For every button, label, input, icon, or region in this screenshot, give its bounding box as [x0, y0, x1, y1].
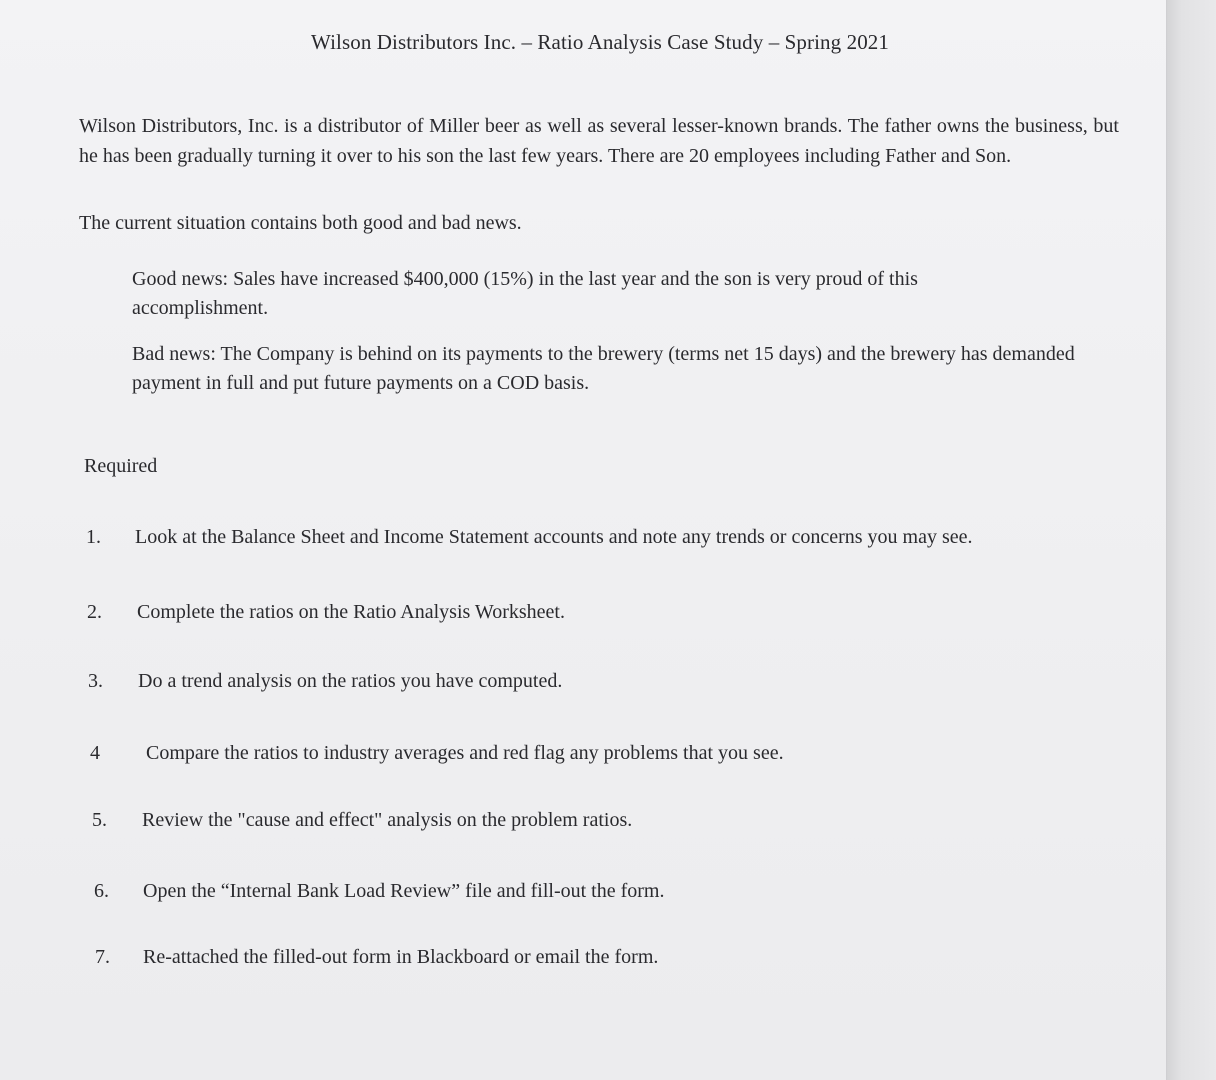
page-edge: [1166, 0, 1216, 1080]
list-item-text: Look at the Balance Sheet and Income Statement accounts and note any trends or concerns you may see.: [135, 526, 973, 548]
list-item-text: Re-attached the filled-out form in Blackboard or email the form.: [143, 946, 659, 968]
list-item-number: 3.: [88, 670, 103, 692]
situation-paragraph: The current situation contains both good and bad news.: [79, 212, 522, 234]
intro-paragraph: Wilson Distributors, Inc. is a distributor of Miller beer as well as several lesser-known brands. The father owns the business, but he has been gradually turning it over to his son the last few years. There are 20 employees including Father and Son.: [79, 115, 1119, 167]
list-item-text: Do a trend analysis on the ratios you have computed.: [138, 670, 563, 692]
list-item-text: Open the “Internal Bank Load Review” file and fill-out the form.: [143, 880, 665, 902]
good-news-paragraph: Good news: Sales have increased $400,000 (15%) in the last year and the son is very proud of this accomplishment.: [132, 268, 918, 319]
list-item-text: Compare the ratios to industry averages and red flag any problems that you see.: [146, 742, 784, 764]
document-title: Wilson Distributors Inc. – Ratio Analysis Case Study – Spring 2021: [311, 30, 889, 54]
list-item-number: 1.: [86, 526, 101, 548]
list-item-number: 4: [90, 742, 100, 764]
bad-news-paragraph: Bad news: The Company is behind on its payments to the brewery (terms net 15 days) and the brewery has demanded payment in full and put future payments on a COD basis.: [132, 343, 1075, 394]
required-heading: Required: [84, 455, 158, 477]
list-item-number: 6.: [94, 880, 109, 902]
list-item-text: Review the "cause and effect" analysis on the problem ratios.: [142, 809, 633, 831]
list-item-text: Complete the ratios on the Ratio Analysis Worksheet.: [137, 601, 565, 623]
list-item-number: 7.: [95, 946, 110, 968]
list-item-number: 5.: [92, 809, 107, 831]
list-item-number: 2.: [87, 601, 102, 623]
